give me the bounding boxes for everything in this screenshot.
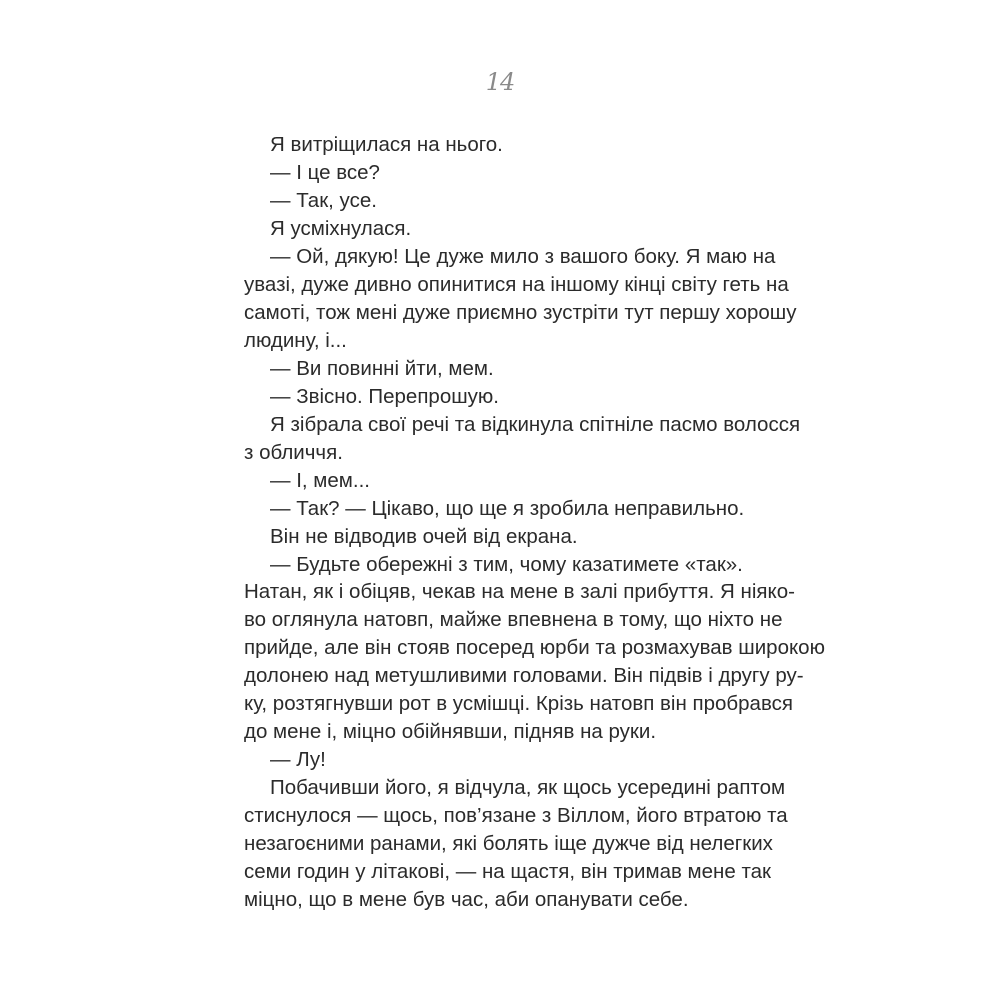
text-line: — І це все?: [270, 161, 380, 184]
text-line: Я витріщилася на нього.: [270, 133, 503, 156]
text-line: стиснулося — щось, пов’язане з Віллом, його втратою та: [244, 804, 788, 827]
text-line: прийде, але він стояв посеред юрби та розмахував широкою: [244, 636, 825, 659]
text-line: — Так? — Цікаво, що ще я зробила неправильно.: [270, 497, 745, 520]
text-line: — І, мем...: [270, 469, 370, 492]
text-line: — Лу!: [270, 748, 326, 771]
text-line: — Будьте обережні з тим, чому казатимете «так».: [270, 553, 743, 576]
text-line: Я усміхнулася.: [270, 217, 412, 240]
text-line: Натан, як і обіцяв, чекав на мене в залі прибуття. Я ніяко-: [244, 580, 795, 603]
text-line: незагоєними ранами, які болять іще дужче від нелегких: [244, 832, 773, 855]
text-section-1: [244, 131, 801, 579]
text-line: во оглянула натовп, майже впевнена в тому, що ніхто не: [244, 608, 783, 631]
text-line: до мене і, міцно обійнявши, підняв на руки.: [244, 720, 657, 743]
text-line: людину, і...: [244, 329, 347, 352]
text-line: Я зібрала свої речі та відкинула спітніле пасмо волосся: [270, 413, 801, 436]
text-line: з обличчя.: [244, 441, 343, 464]
text-line: Побачивши його, я відчула, як щось усередині раптом: [270, 776, 786, 799]
text-line: увазі, дуже дивно опинитися на іншому кінці світу геть на: [244, 273, 789, 296]
text-line: Він не відводив очей від екрана.: [270, 525, 578, 548]
text-line: — Так, усе.: [270, 189, 377, 212]
text-line: міцно, що в мене був час, аби опанувати себе.: [244, 888, 689, 911]
text-section-2: [244, 578, 825, 914]
text-line: — Звісно. Перепрошую.: [270, 385, 499, 408]
text-line: ку, розтягнувши рот в усмішці. Крізь натовп він пробрався: [244, 692, 793, 715]
text-line: долонею над метушливими головами. Він підвів і другу ру-: [244, 664, 804, 687]
text-line: — Ой, дякую! Це дуже мило з вашого боку. Я маю на: [270, 245, 776, 268]
text-line: — Ви повинні йти, мем.: [270, 357, 494, 380]
page-number: 14: [485, 68, 515, 96]
text-line: самоті, тож мені дуже приємно зустріти тут першу хорошу: [244, 301, 797, 324]
text-line: семи годин у літакові, — на щастя, він тримав мене так: [244, 860, 771, 883]
